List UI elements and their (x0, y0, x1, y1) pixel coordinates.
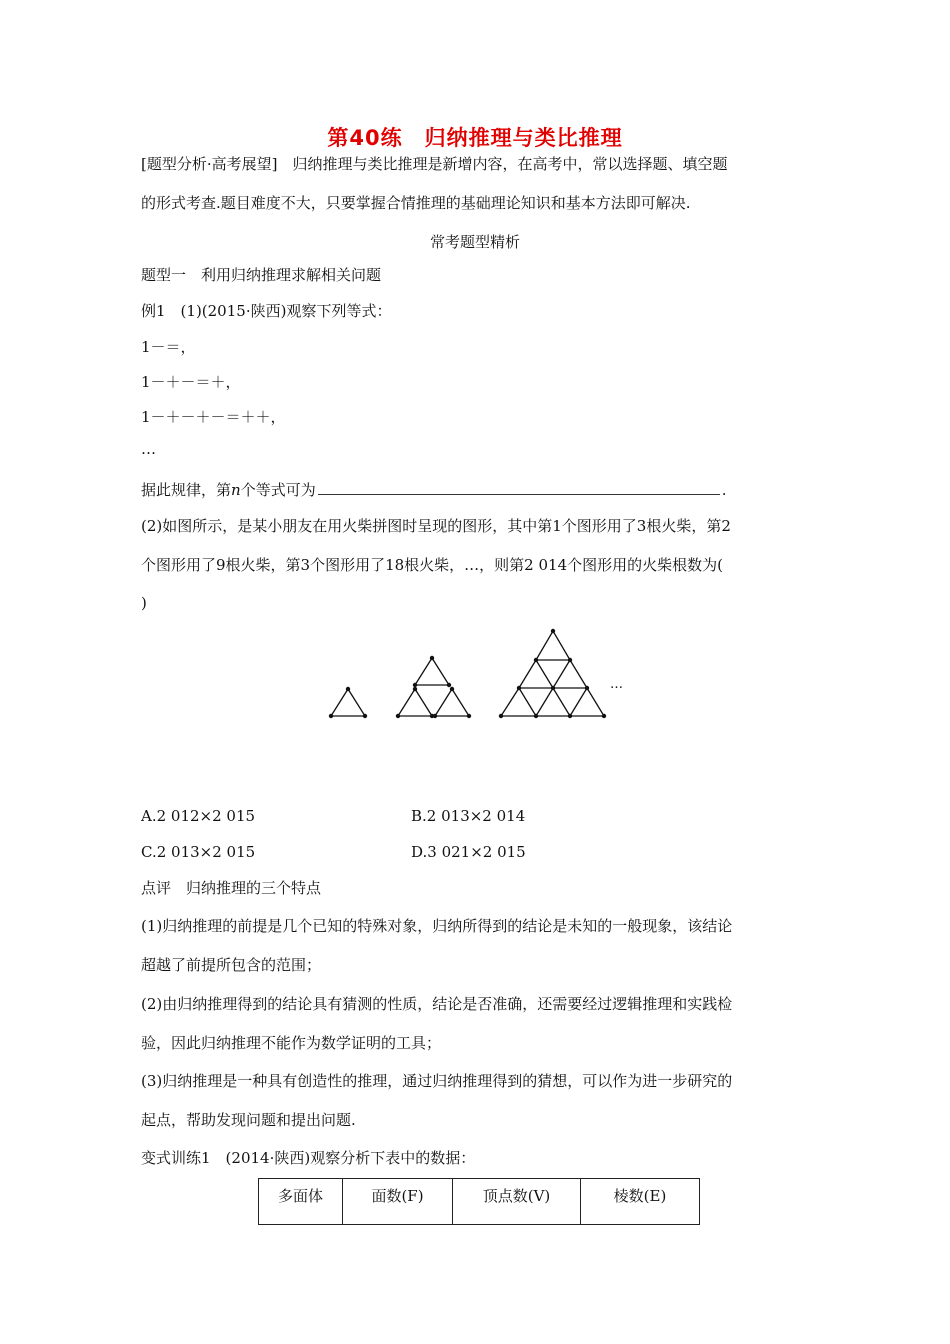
table-header-cell: 面数(F) (343, 1179, 453, 1225)
equation-3: 1－＋－＋－＝＋＋， (141, 408, 286, 426)
part2-line-3: ) (141, 594, 147, 612)
question-variable: n (231, 481, 241, 499)
intro-line-1: [题型分析·高考展望] 归纳推理与类比推理是新增内容，在高考中，常以选择题、填空题 (141, 155, 728, 173)
part2-line-2: 个图形用了9根火柴，第3个图形用了18根火柴，…，则第2 014个图形用的火柴根数为( (141, 556, 723, 574)
comment-heading: 点评 归纳推理的三个特点 (141, 879, 322, 897)
figure-ellipsis: … (610, 677, 623, 692)
page-title: 第40练 归纳推理与类比推理 (327, 126, 623, 150)
equation-2: 1－＋－＝＋， (141, 373, 241, 391)
question-end: . (721, 481, 727, 499)
table-header-cell: 棱数(E) (581, 1179, 700, 1225)
comment-p3-line-2: 起点，帮助发现问题和提出问题. (141, 1111, 356, 1129)
table-header-row (259, 1179, 700, 1225)
part2-line-1: (2)如图所示，是某小朋友在用火柴拼图时呈现的图形，其中第1个图形用了3根火柴，第2 (141, 517, 731, 535)
section-heading: 常考题型精析 (429, 233, 520, 251)
option-a[interactable]: A.2 012×2 015 (141, 807, 256, 825)
equation-ellipsis: … (141, 440, 156, 458)
question-suffix: 个等式可为 (240, 481, 316, 499)
triangle-figure-3 (501, 631, 604, 716)
triangle-figure-1 (331, 689, 365, 716)
question-line (141, 479, 726, 500)
type1-heading: 题型一 利用归纳推理求解相关问题 (141, 266, 382, 284)
equation-1: 1－＝， (141, 338, 196, 356)
option-c[interactable]: C.2 013×2 015 (141, 843, 256, 861)
triangle-figure-2 (398, 658, 469, 716)
intro-line-2: 的形式考查.题目难度不大，只要掌握合情推理的基础理论知识和基本方法即可解决. (141, 194, 691, 212)
option-b[interactable]: B.2 013×2 014 (411, 807, 526, 825)
variant-heading: 变式训练1 (2014·陕西)观察分析下表中的数据： (141, 1149, 476, 1167)
comment-p1-line-2: 超越了前提所包含的范围； (141, 956, 322, 974)
table-header-cell: 多面体 (259, 1179, 343, 1225)
comment-p1-line-1: (1)归纳推理的前提是几个已知的特殊对象，归纳所得到的结论是未知的一般现象，该结论 (141, 917, 733, 935)
comment-p2-line-1: (2)由归纳推理得到的结论具有猜测的性质，结论是否准确，还需要经过逻辑推理和实践检 (141, 995, 733, 1013)
matchstick-figure (320, 620, 640, 730)
table-header-cell: 顶点数(V) (453, 1179, 581, 1225)
answer-blank[interactable] (318, 480, 720, 495)
comment-p3-line-1: (3)归纳推理是一种具有创造性的推理，通过归纳推理得到的猜想，可以作为进一步研究的 (141, 1072, 733, 1090)
option-d[interactable]: D.3 021×2 015 (411, 843, 526, 861)
polyhedron-table (258, 1178, 700, 1225)
question-prefix: 据此规律，第 (141, 481, 232, 499)
comment-p2-line-2: 验，因此归纳推理不能作为数学证明的工具； (141, 1034, 442, 1052)
example-label: 例1 (1)(2015·陕西)观察下列等式： (141, 302, 392, 320)
